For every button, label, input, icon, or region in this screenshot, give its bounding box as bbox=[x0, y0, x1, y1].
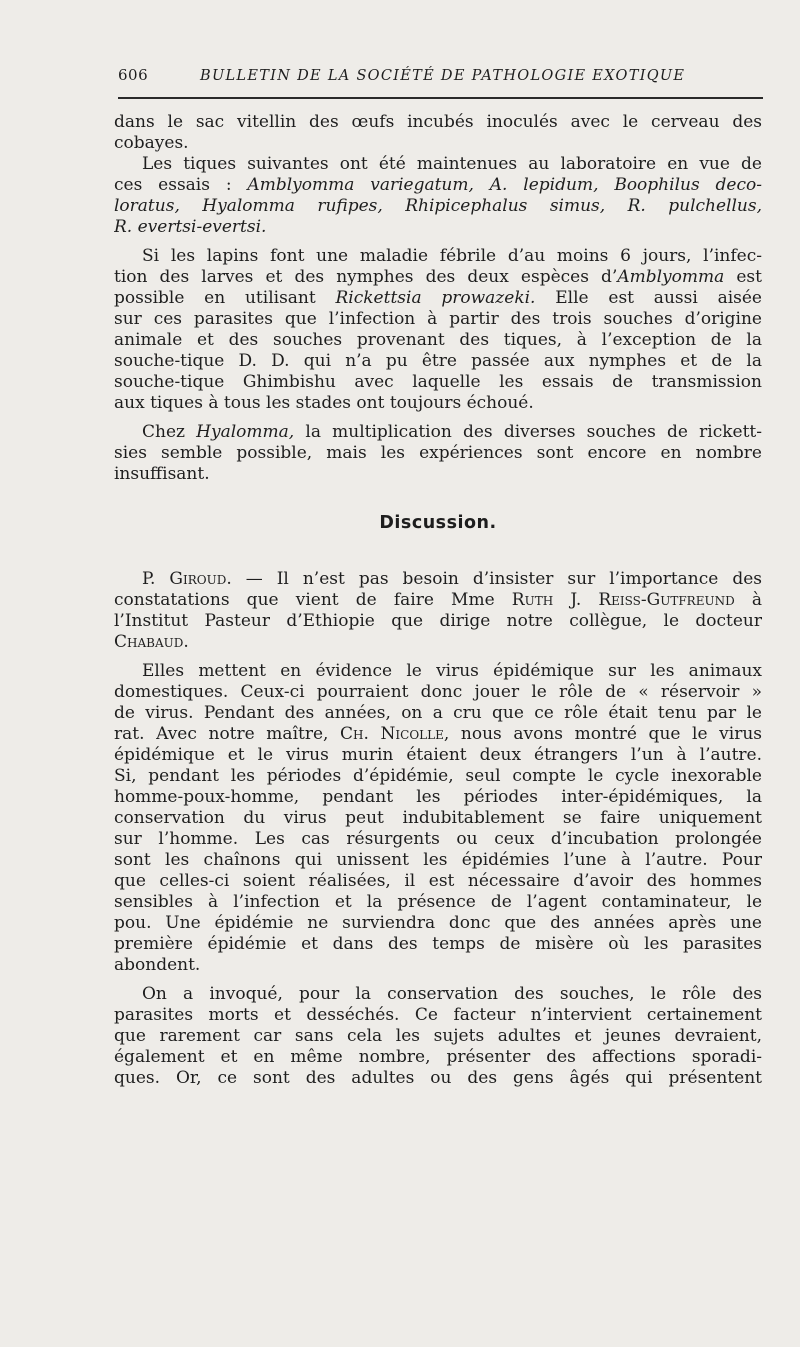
text-line: épidémique et le virus murin étaient deux étrangers l’un à l’autre. bbox=[114, 745, 762, 765]
text-run: — Il n’est pas besoin d’insister sur l’importance des bbox=[231, 569, 762, 589]
species-name: Amblyomma variegatum, A. lepidum, Boophilus deco- bbox=[247, 175, 762, 195]
text-line: sensibles à l’infection et la présence de l’agent contaminateur, le bbox=[114, 892, 762, 912]
text-line: sur l’homme. Les cas résurgents ou ceux d’incubation prolongée bbox=[114, 829, 762, 849]
person-name: Chabaud. bbox=[114, 632, 189, 652]
text-line: abondent. bbox=[114, 955, 201, 975]
text-line: de virus. Pendant des années, on a cru que ce rôle était tenu par le bbox=[114, 703, 762, 723]
text-line: première épidémie et dans des temps de misère où les parasites bbox=[114, 934, 762, 954]
text-run: la multiplication des diverses souches de rickett- bbox=[294, 422, 762, 442]
text-run: à bbox=[734, 590, 762, 610]
text-run: est bbox=[724, 267, 762, 287]
text-line: que celles-ci soient réalisées, il est nécessaire d’avoir des hommes bbox=[114, 871, 762, 891]
text-line: pou. Une épidémie ne surviendra donc que des années après une bbox=[114, 913, 762, 933]
page-header bbox=[118, 62, 760, 92]
text-run: rat. Avec notre maître, bbox=[114, 724, 341, 744]
paragraph-giroud bbox=[114, 569, 762, 653]
text-line: que rarement car sans cela les sujets adultes et jeunes devraient, bbox=[114, 1026, 762, 1046]
text-line: parasites morts et desséchés. Ce facteur n’intervient certainement bbox=[114, 1005, 762, 1025]
page-number: 606 bbox=[118, 66, 149, 84]
text-line: également et en même nombre, présenter des affections sporadi- bbox=[114, 1047, 762, 1067]
text-run: tion des larves et des nymphes des deux espèces d’ bbox=[114, 267, 618, 287]
text-line bbox=[114, 724, 762, 745]
species-name: Amblyomma bbox=[617, 267, 725, 287]
text-line: On a invoqué, pour la conservation des souches, le rôle des bbox=[142, 984, 762, 1004]
text-line: animale et des souches provenant des tiques, à l’exception de la bbox=[114, 330, 762, 350]
paragraph-tick-species bbox=[114, 154, 762, 238]
text-line: domestiques. Ceux-ci pourraient donc jouer le rôle de « réservoir » bbox=[114, 682, 762, 702]
text-line bbox=[114, 267, 762, 288]
text-line bbox=[114, 422, 762, 443]
text-line: dans le sac vitellin des œufs incubés inoculés avec le cerveau des bbox=[114, 112, 762, 132]
text-line: Elles mettent en évidence le virus épidémique sur les animaux bbox=[142, 661, 762, 681]
text-line: cobayes. bbox=[114, 133, 189, 153]
paragraph-conservation bbox=[114, 984, 762, 1089]
text-line bbox=[114, 590, 762, 611]
body-text bbox=[114, 112, 762, 1089]
text-line: ques. Or, ce sont des adultes ou des gens âgés qui présentent bbox=[114, 1068, 762, 1088]
text-line: souche-tique D. D. qui n’a pu être passée aux nymphes et de la bbox=[114, 351, 762, 371]
text-run: Elle est aussi aisée bbox=[535, 288, 762, 308]
text-line: Les tiques suivantes ont été maintenues au laboratoire en vue de bbox=[142, 154, 762, 174]
person-name: Ch. Nicolle, bbox=[340, 724, 450, 744]
text-run: Chez bbox=[142, 422, 197, 442]
paragraph-infection bbox=[114, 246, 762, 414]
text-line: insuffisant. bbox=[114, 464, 210, 484]
text-run: constatations que vient de faire Mme bbox=[114, 590, 512, 610]
text-line: loratus, Hyalomma rufipes, Rhipicephalus simus, R. pulchellus, bbox=[114, 196, 762, 216]
text-line: souche-tique Ghimbishu avec laquelle les essais de transmission bbox=[114, 372, 762, 392]
text-line: sont les chaînons qui unissent les épidémies l’une à l’autre. Pour bbox=[114, 850, 762, 870]
section-title: Discussion. bbox=[379, 513, 497, 533]
author-name: Giroud. bbox=[169, 569, 232, 589]
running-head: BULLETIN DE LA SOCIÉTÉ DE PATHOLOGIE EXOTIQUE bbox=[200, 68, 686, 84]
paragraph-hyalomma bbox=[114, 422, 762, 485]
text-line: sur ces parasites que l’infection à partir des trois souches d’origine bbox=[114, 309, 762, 329]
text-line: aux tiques à tous les stades ont toujours échoué. bbox=[114, 393, 534, 413]
text-run: possible en utilisant bbox=[114, 288, 336, 308]
species-name: Rickettsia prowazeki. bbox=[335, 288, 536, 308]
species-name: Hyalomma, bbox=[196, 422, 295, 442]
paragraph-epidemic bbox=[114, 661, 762, 976]
text-run: nous avons montré que le virus bbox=[449, 724, 762, 744]
text-line: Si les lapins font une maladie fébrile d’au moins 6 jours, l’infec- bbox=[142, 246, 762, 266]
text-line bbox=[114, 288, 762, 309]
text-run: P. bbox=[142, 569, 170, 589]
text-line: sies semble possible, mais les expériences sont encore en nombre bbox=[114, 443, 762, 463]
text-run: ces essais : bbox=[114, 175, 248, 195]
paragraph-continuation bbox=[114, 112, 762, 154]
text-line: conservation du virus peut indubitablement se faire uniquement bbox=[114, 808, 762, 828]
text-line: Si, pendant les périodes d’épidémie, seul compte le cycle inexorable bbox=[114, 766, 762, 786]
text-line: homme-poux-homme, pendant les périodes inter-épidémiques, la bbox=[114, 787, 762, 807]
header-rule bbox=[118, 97, 763, 99]
text-line: R. evertsi-evertsi. bbox=[114, 217, 267, 237]
person-name: Ruth J. Reiss-Gutfreund bbox=[511, 590, 735, 610]
text-line: l’Institut Pasteur d’Ethiopie que dirige notre collègue, le docteur bbox=[114, 611, 762, 631]
text-line bbox=[114, 569, 762, 590]
text-line bbox=[114, 175, 762, 196]
